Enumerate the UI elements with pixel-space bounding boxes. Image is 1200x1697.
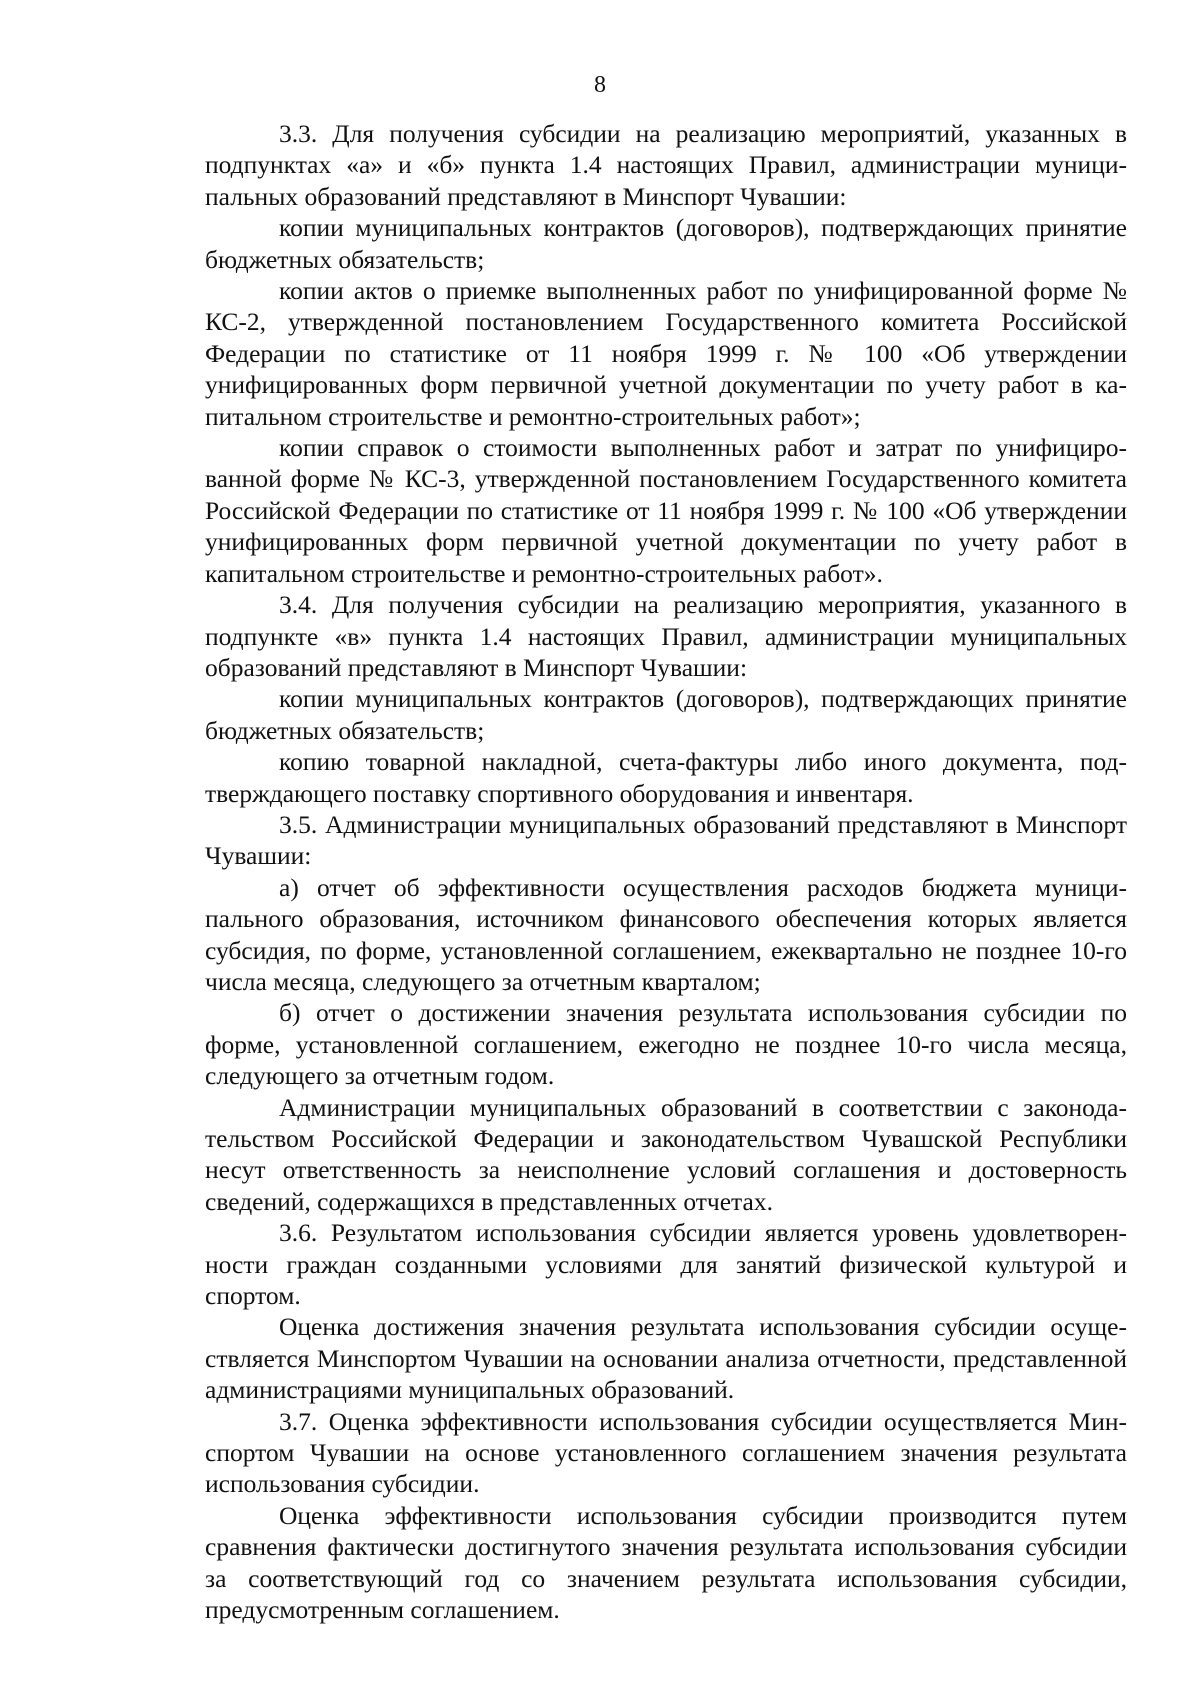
paragraph-contract-copies: копии муниципальных контрактов (договоров), подтверждающих принятие бюджетных обязательств; bbox=[205, 213, 1127, 274]
document-body bbox=[205, 118, 1127, 1626]
paragraph-3-6: 3.6. Результатом использования субсидии является уровень удовлетворенности граждан созданными условиями для занятий физической культурой и спортом. bbox=[205, 1218, 1127, 1311]
paragraph-efficiency-assessment: Оценка эффективности использования субсидии производится путем сравнения фактически достигнутого значения результата использования субсидии за соответствующий год со значением результата использования субсидии, предусмотренным соглашением. bbox=[205, 1500, 1127, 1625]
paragraph-3-5-b: б) отчет о достижении значения результата использования субсидии по форме, установленной соглашением, ежегодно не позднее 10-го числа месяца, следующего за отчетным годом. bbox=[205, 998, 1127, 1091]
paragraph-invoice-copy: копию товарной накладной, счета-фактуры либо иного документа, подтверждающего поставку спортивного оборудования и инвентаря. bbox=[205, 747, 1127, 808]
paragraph-3-5-a: а) отчет об эффективности осуществления расходов бюджета муниципального образования, источником финансового обеспечения которых является субсидия, по форме, установленной соглашением, ежеквартально не позднее 10-го числа месяца, следующего за отчетным кварталом; bbox=[205, 872, 1127, 996]
paragraph-3-5: 3.5. Администрации муниципальных образований представляют в Минспорт Чувашии: bbox=[205, 809, 1127, 871]
paragraph-ks3-certificates: копии справок о стоимости выполненных работ и затрат по унифицированной форме № КС-3, утвержденной постановлением Государственного комитета Российской Федерации по статистике от 11 ноября 1999 г. № 100 «Об утверждении унифицированных форм первичной учетной документации по учету работ в капитальном строительстве и ремонтно-строительных работ». bbox=[205, 433, 1127, 588]
paragraph-contract-copies-2: копии муниципальных контрактов (договоров), подтверждающих принятие бюджетных обязательств; bbox=[205, 684, 1127, 745]
paragraph-3-4: 3.4. Для получения субсидии на реализацию мероприятия, указанного в подпункте «в» пункта 1.4 настоящих Правил, администрации муниципальных образований представляют в Минспорт Чувашии: bbox=[205, 590, 1127, 682]
paragraph-ks2-acts: копии актов о приемке выполненных работ по унифицированной форме № КС-2, утвержденной постановлением Государственного комитета Российской Федерации по статистике от 11 ноября 1999 г. № 100 «Об утверждении унифицированных форм первичной учетной документации по учету работ в капитальном строительстве и ремонтно-строительных работ»; bbox=[205, 276, 1127, 431]
paragraph-responsibility: Администрации муниципальных образований в соответствии с законодательством Российской Федерации и законодательством Чувашской Республики несут ответственность за неисполнение условий соглашения и достоверность сведений, содержащихся в представленных отчетах. bbox=[205, 1092, 1127, 1216]
page-number: 8 bbox=[594, 72, 606, 98]
paragraph-3-7: 3.7. Оценка эффективности использования субсидии осуществляется Минспортом Чувашии на основе установленного соглашением значения результата использования субсидии. bbox=[205, 1406, 1127, 1499]
paragraph-result-assessment: Оценка достижения значения результата использования субсидии осуществляется Минспортом Чувашии на основании анализа отчетности, представленной администрациями муниципальных образований. bbox=[205, 1312, 1127, 1405]
paragraph-3-3: 3.3. Для получения субсидии на реализацию мероприятий, указанных в подпунктах «а» и «б» пункта 1.4 настоящих Правил, администрации муниципальных образований представляют в Минспорт Чувашии: bbox=[205, 119, 1127, 211]
